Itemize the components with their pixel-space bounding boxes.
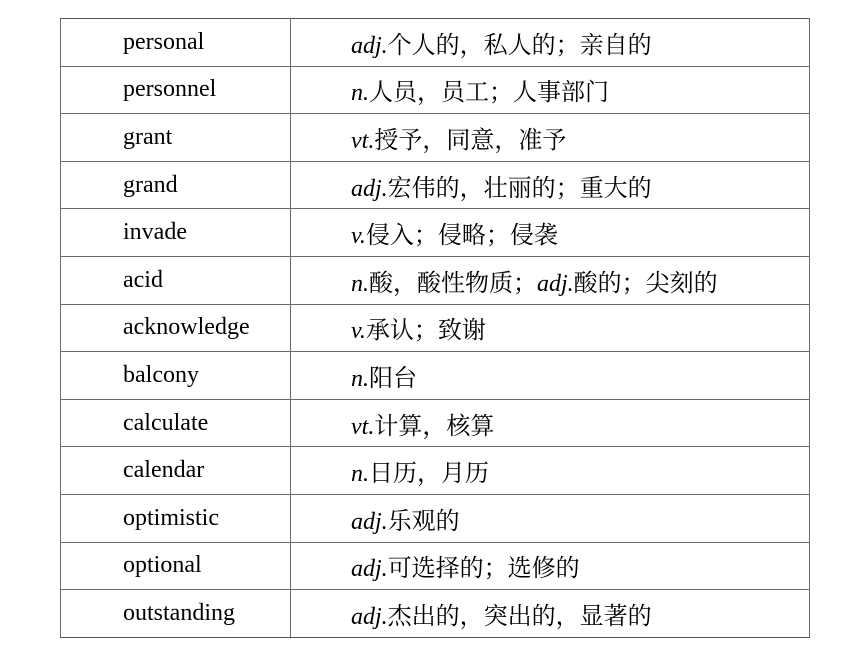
table-row [61,352,810,400]
definition-text: 乐观的 [387,508,460,535]
definition-text: 计算，核算 [374,413,495,440]
part-of-speech: adj. [351,508,388,535]
word-cell: calculate [61,399,291,447]
table-row [61,590,810,638]
word-cell: grant [61,114,291,162]
definition-text: 阳台 [369,365,417,392]
part-of-speech: adj. [351,175,388,202]
definition-cell [291,19,810,67]
part-of-speech: vt. [351,413,375,440]
definition-cell [291,447,810,495]
table-row [61,399,810,447]
table-row [61,19,810,67]
word-cell: personnel [61,66,291,114]
word-cell: invade [61,209,291,257]
definition-cell [291,114,810,162]
definition-text: 可选择的；选修的 [387,556,580,583]
word-cell: balcony [61,352,291,400]
definition-cell [291,590,810,638]
table-row [61,304,810,352]
definition-cell [291,399,810,447]
definition-cell [291,494,810,542]
part-of-speech: adj. [351,556,388,583]
definition-cell [291,352,810,400]
part-of-speech: adj. [351,32,388,59]
vocabulary-table [60,18,810,638]
word-cell: optional [61,542,291,590]
word-cell: grand [61,161,291,209]
part-of-speech: n. [351,80,369,107]
part-of-speech: adj. [351,603,388,630]
definition-cell [291,542,810,590]
part-of-speech: v. [351,318,366,345]
definition-cell [291,161,810,209]
definition-text: 人员，员工；人事部门 [369,80,609,107]
part-of-speech: n. [351,270,369,297]
vocabulary-table-body [61,19,810,638]
table-row [61,114,810,162]
table-row [61,66,810,114]
table-row [61,209,810,257]
part-of-speech: n. [351,365,369,392]
table-row [61,542,810,590]
table-row [61,161,810,209]
definition-text: 酸，酸性物质； [369,270,537,297]
definition-cell [291,209,810,257]
word-cell: optimistic [61,494,291,542]
part-of-speech: n. [351,461,369,488]
definition-text: 杰出的，突出的，显著的 [387,603,652,630]
table-row [61,447,810,495]
table-row [61,494,810,542]
word-cell: calendar [61,447,291,495]
word-cell: personal [61,19,291,67]
part-of-speech: v. [351,223,366,250]
definition-text: 日历，月历 [369,461,489,488]
definition-text: 授予，同意，准予 [374,127,567,154]
part-of-speech: adj. [537,270,574,297]
definition-text: 酸的；尖刻的 [573,270,718,297]
definition-text: 承认；致谢 [365,318,486,345]
definition-cell [291,256,810,304]
word-cell: outstanding [61,590,291,638]
definition-text: 宏伟的，壮丽的；重大的 [387,175,652,202]
word-cell: acid [61,256,291,304]
definition-text: 侵入；侵略；侵袭 [365,223,558,250]
definition-text: 个人的，私人的；亲自的 [387,32,652,59]
definition-cell [291,304,810,352]
table-row [61,256,810,304]
word-cell: acknowledge [61,304,291,352]
definition-cell [291,66,810,114]
part-of-speech: vt. [351,127,375,154]
